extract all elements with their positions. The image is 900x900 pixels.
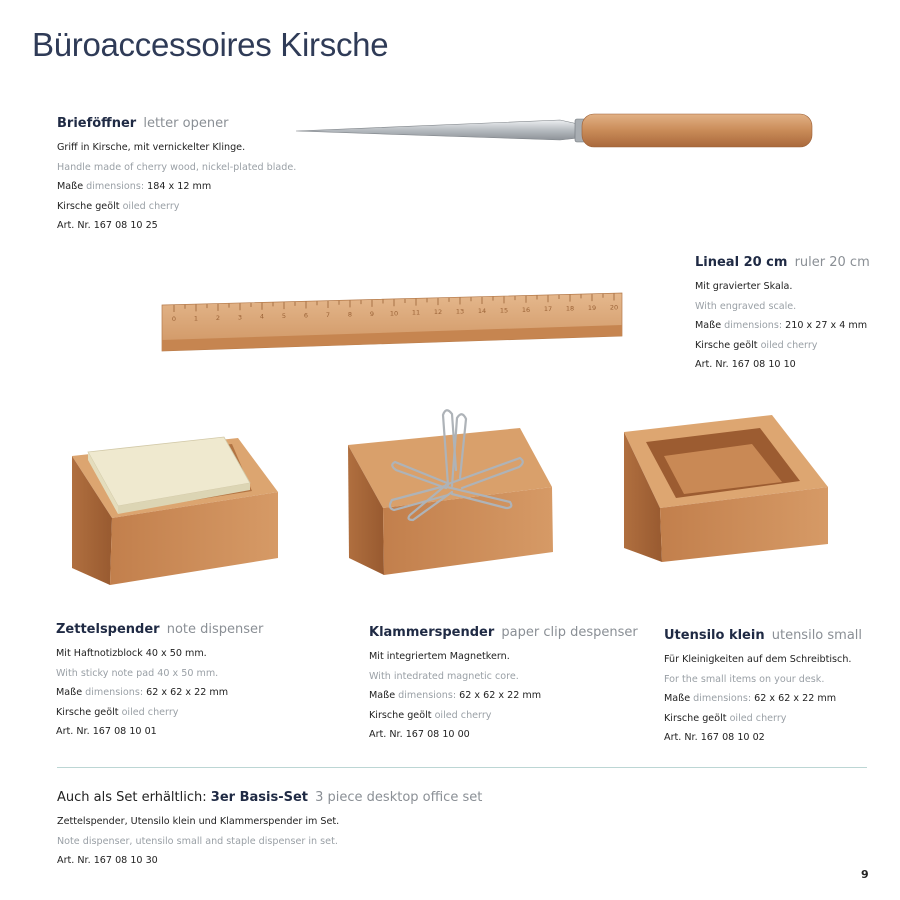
- set-name-en: 3 piece desktop office set: [315, 790, 483, 805]
- ruler-scale-label: 2: [215, 313, 221, 322]
- clip-dispenser-info: [369, 624, 638, 745]
- set-heading: [57, 789, 482, 807]
- finish-label-de: Kirsche geölt: [56, 706, 119, 718]
- note-dispenser-dimensions: [56, 683, 263, 703]
- ruler-art-nr: Art. Nr. 167 08 10 10: [695, 359, 796, 371]
- note-dispenser-name-de: Zettelspender: [56, 622, 160, 637]
- utensilo-dimensions-value: 62 x 62 x 22 mm: [754, 693, 837, 705]
- clip-dispenser-image: [348, 410, 553, 575]
- page-number: 9: [861, 868, 869, 881]
- utensilo-name-en: utensilo small: [771, 628, 863, 643]
- ruler-scale-label: 0: [171, 315, 177, 323]
- note-dispenser-info: [56, 621, 263, 742]
- finish-label-en: oiled cherry: [434, 709, 492, 721]
- finish-label-de: Kirsche geölt: [695, 339, 758, 351]
- finish-label-en: oiled cherry: [121, 706, 179, 718]
- set-art-nr: Art. Nr. 167 08 10 30: [57, 855, 158, 867]
- finish-label-en: oiled cherry: [729, 712, 787, 724]
- clip-dispenser-dimensions: [369, 686, 638, 706]
- ruler-scale-label: 14: [477, 306, 487, 315]
- letter-opener-dimensions-value: 184 x 12 mm: [147, 181, 212, 193]
- clip-dispenser-heading: [369, 624, 638, 642]
- ruler-scale-label: 6: [303, 311, 309, 320]
- note-dispenser-desc-en: With sticky note pad 40 x 50 mm.: [56, 667, 219, 679]
- ruler-scale-label: 18: [565, 304, 575, 313]
- section-divider: [57, 767, 867, 768]
- note-dispenser-desc-de: Mit Haftnotizblock 40 x 50 mm.: [56, 648, 207, 659]
- dimensions-label-en: dimensions:: [398, 690, 457, 702]
- utensilo-art-nr: Art. Nr. 167 08 10 02: [664, 732, 765, 744]
- ruler-scale-label: 4: [259, 312, 265, 321]
- ruler-dimensions-value: 210 x 27 x 4 mm: [785, 320, 868, 332]
- note-dispenser-name-en: note dispenser: [166, 622, 264, 637]
- ruler-scale-label: 11: [411, 308, 421, 317]
- ruler-scale-label: 5: [281, 312, 287, 321]
- clip-dispenser-art-nr: Art. Nr. 167 08 10 00: [369, 729, 470, 741]
- dimensions-label-en: dimensions:: [86, 181, 145, 193]
- finish-label-en: oiled cherry: [122, 200, 180, 212]
- finish-label-de: Kirsche geölt: [369, 709, 432, 721]
- ruler-finish: [695, 336, 870, 356]
- ruler-scale-label: 12: [433, 308, 443, 317]
- dimensions-label-en: dimensions:: [724, 320, 783, 332]
- ruler-scale-label: 7: [325, 310, 331, 319]
- utensilo-name-de: Utensilo klein: [664, 628, 765, 643]
- note-dispenser-image: [72, 437, 278, 585]
- finish-label-de: Kirsche geölt: [664, 712, 727, 724]
- letter-opener-desc-de: Griff in Kirsche, mit vernickelter Klinge.: [57, 142, 246, 153]
- set-info: [57, 789, 482, 871]
- ruler-dimensions: [695, 316, 870, 336]
- utensilo-dimensions: [664, 689, 862, 709]
- ruler-scale-label: 3: [237, 313, 243, 322]
- note-dispenser-dimensions-value: 62 x 62 x 22 mm: [146, 687, 229, 699]
- clip-dispenser-finish: [369, 706, 638, 726]
- ruler-scale-label: 20: [609, 303, 619, 312]
- letter-opener-desc-en: Handle made of cherry wood, nickel-plated blade.: [57, 161, 297, 173]
- clip-dispenser-name-en: paper clip despenser: [501, 625, 638, 640]
- set-name-de: 3er Basis-Set: [210, 790, 308, 805]
- letter-opener-finish: [57, 197, 296, 217]
- clip-dispenser-desc-en: With intedrated magnetic core.: [369, 670, 519, 682]
- ruler-image: [162, 293, 622, 351]
- dimensions-label-de: Maße: [57, 181, 84, 193]
- ruler-scale-label: 17: [543, 305, 553, 314]
- utensilo-desc-de: Für Kleinigkeiten auf dem Schreibtisch.: [664, 654, 852, 665]
- letter-opener-name-en: letter opener: [143, 116, 229, 131]
- set-intro: Auch als Set erhältlich:: [57, 790, 207, 805]
- set-desc-de: Zettelspender, Utensilo klein und Klammerspender im Set.: [57, 816, 340, 827]
- utensilo-image: [624, 415, 828, 562]
- ruler-name-de: Lineal 20 cm: [695, 255, 788, 270]
- clip-dispenser-desc-de: Mit integriertem Magnetkern.: [369, 651, 510, 662]
- ruler-scale-label: 9: [369, 309, 375, 318]
- ruler-desc-de: Mit gravierter Skala.: [695, 281, 793, 292]
- finish-label-de: Kirsche geölt: [57, 200, 120, 212]
- letter-opener-image: [296, 114, 812, 147]
- ruler-heading: [695, 254, 870, 272]
- ruler-desc-en: With engraved scale.: [695, 300, 797, 312]
- set-desc-en: Note dispenser, utensilo small and staple dispenser in set.: [57, 835, 338, 847]
- ruler-info: [695, 254, 870, 375]
- utensilo-desc-en: For the small items on your desk.: [664, 673, 825, 685]
- letter-opener-info: [57, 115, 296, 236]
- ruler-scale-label: 8: [347, 310, 353, 319]
- dimensions-label-de: Maße: [695, 320, 722, 332]
- ruler-scale-label: 13: [455, 307, 465, 316]
- letter-opener-name-de: Brieföffner: [57, 116, 137, 131]
- dimensions-label-de: Maße: [369, 690, 396, 702]
- clip-dispenser-name-de: Klammerspender: [369, 625, 495, 640]
- utensilo-finish: [664, 709, 862, 729]
- ruler-scale-label: 1: [193, 314, 199, 323]
- dimensions-label-de: Maße: [56, 687, 83, 699]
- page-title: Büroaccessoires Kirsche: [32, 26, 389, 63]
- note-dispenser-finish: [56, 703, 263, 723]
- dimensions-label-de: Maße: [664, 693, 691, 705]
- finish-label-en: oiled cherry: [760, 339, 818, 351]
- dimensions-label-en: dimensions:: [85, 687, 144, 699]
- letter-opener-heading: [57, 115, 296, 133]
- ruler-scale-label: 16: [521, 305, 531, 314]
- note-dispenser-art-nr: Art. Nr. 167 08 10 01: [56, 726, 157, 738]
- utensilo-heading: [664, 627, 862, 645]
- dimensions-label-en: dimensions:: [693, 693, 752, 705]
- ruler-scale-label: 19: [587, 304, 597, 313]
- ruler-scale-label: 10: [389, 309, 399, 318]
- clip-dispenser-dimensions-value: 62 x 62 x 22 mm: [459, 690, 542, 702]
- letter-opener-art-nr: Art. Nr. 167 08 10 25: [57, 220, 158, 232]
- ruler-scale-label: 15: [499, 306, 509, 315]
- utensilo-info: [664, 627, 862, 748]
- letter-opener-dimensions: [57, 177, 296, 197]
- note-dispenser-heading: [56, 621, 263, 639]
- ruler-name-en: ruler 20 cm: [794, 255, 870, 270]
